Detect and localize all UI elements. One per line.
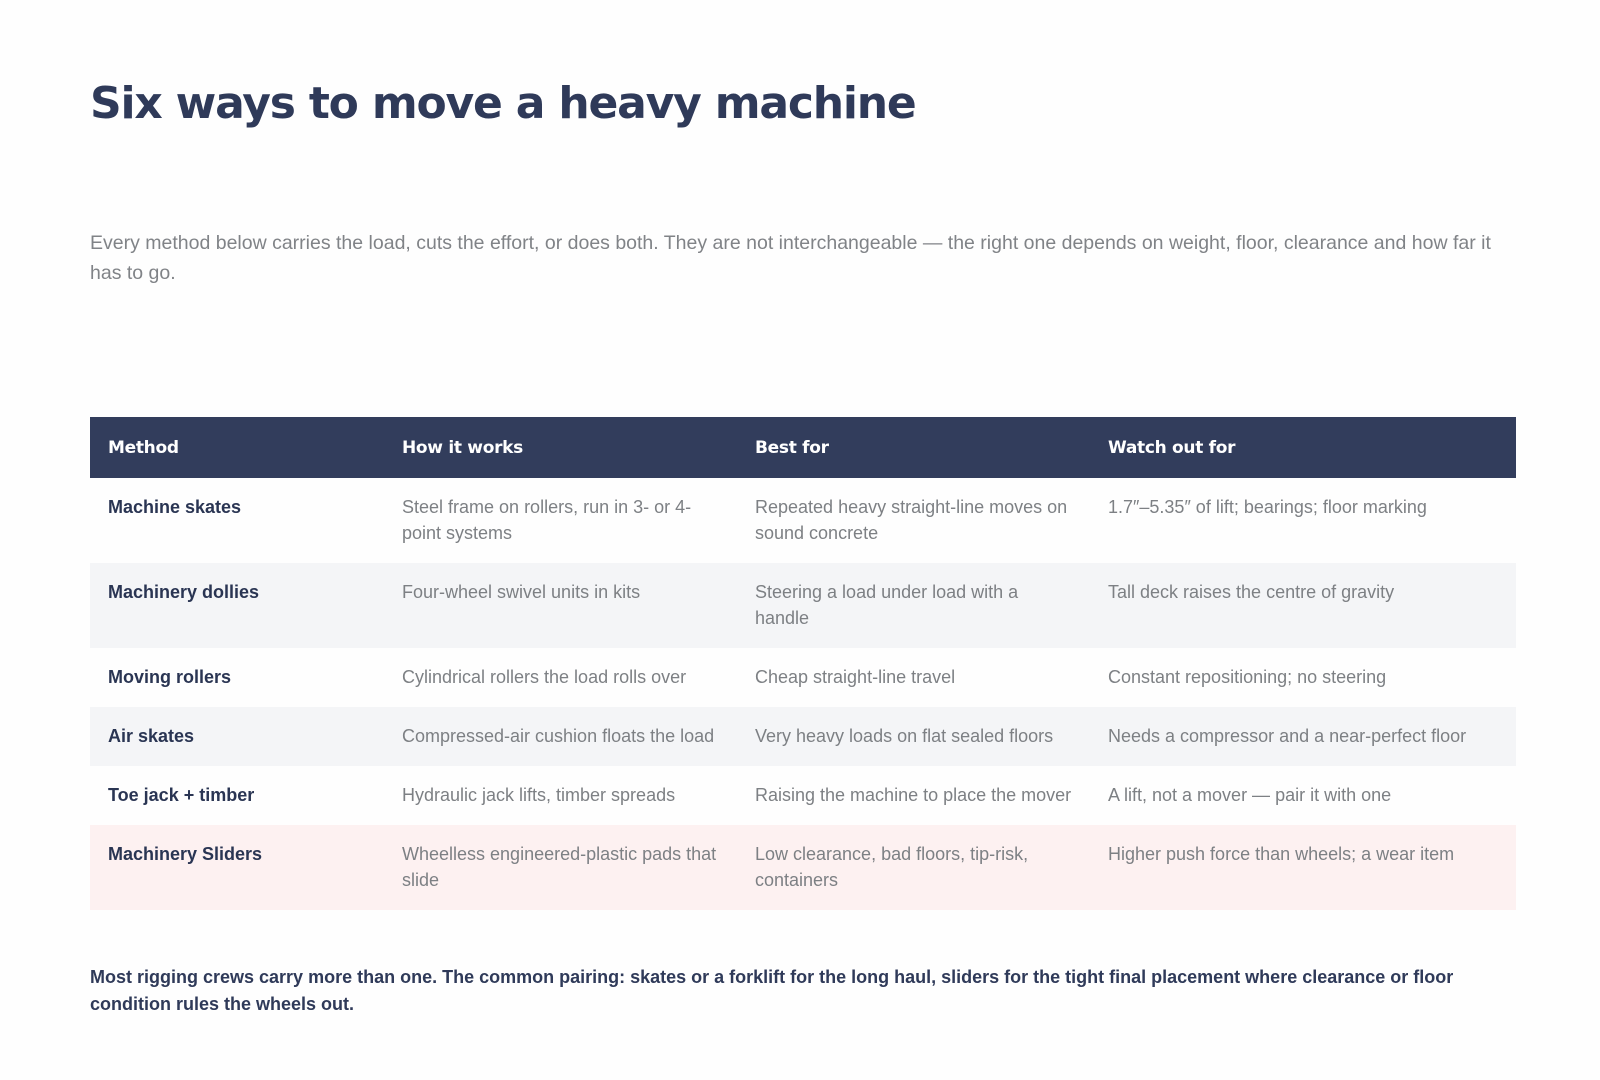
methods-table <box>90 417 1516 910</box>
method-cell: Toe jack + timber <box>108 785 255 805</box>
best-cell: Repeated heavy straight-line moves on sound concrete <box>755 497 1068 543</box>
table-row <box>90 648 1516 707</box>
table-row <box>90 478 1516 563</box>
column-header-watch: Watch out for <box>1108 437 1236 458</box>
intro-paragraph: Every method below carries the load, cuts the effort, or does both. They are not interchangeable — the right one depends on weight, floor, clearance and how far it has to go. <box>90 232 1491 284</box>
table-header-row <box>90 417 1516 478</box>
method-cell: Machinery dollies <box>108 582 260 602</box>
table-body <box>90 478 1516 910</box>
best-cell: Raising the machine to place the mover <box>755 785 1072 805</box>
best-cell: Cheap straight-line travel <box>755 667 956 687</box>
watch-cell: A lift, not a mover — pair it with one <box>1108 785 1392 805</box>
how-cell: Cylindrical rollers the load rolls over <box>402 667 687 687</box>
watch-cell: Tall deck raises the centre of gravity <box>1108 582 1395 602</box>
method-cell: Machinery Sliders <box>108 844 263 864</box>
column-header-method: Method <box>108 437 179 458</box>
watch-cell: 1.7″–5.35″ of lift; bearings; floor marking <box>1108 497 1427 517</box>
page-title: Six ways to move a heavy machine <box>90 78 916 129</box>
how-cell: Four-wheel swivel units in kits <box>402 582 641 602</box>
method-cell: Air skates <box>108 726 195 746</box>
how-cell: Hydraulic jack lifts, timber spreads <box>402 785 676 805</box>
best-cell: Steering a load under load with a handle <box>755 582 1019 628</box>
footer-note: Most rigging crews carry more than one. The common pairing: skates or a forklift for the long haul, sliders for the tight final placement where clearance or floor condition rules the wheels out. <box>90 967 1454 1014</box>
table-row <box>90 563 1516 648</box>
best-cell: Low clearance, bad floors, tip-risk, containers <box>755 844 1029 890</box>
table-row <box>90 707 1516 766</box>
column-header-how: How it works <box>402 437 523 458</box>
watch-cell: Constant repositioning; no steering <box>1108 667 1387 687</box>
best-cell: Very heavy loads on flat sealed floors <box>755 726 1054 746</box>
column-header-best: Best for <box>755 437 829 458</box>
watch-cell: Higher push force than wheels; a wear item <box>1108 844 1455 864</box>
table-row-highlighted <box>90 825 1516 910</box>
method-cell: Machine skates <box>108 497 242 517</box>
how-cell: Wheelless engineered-plastic pads that slide <box>402 844 717 890</box>
table-row <box>90 766 1516 825</box>
method-cell: Moving rollers <box>108 667 232 687</box>
how-cell: Steel frame on rollers, run in 3- or 4-point systems <box>402 497 692 543</box>
how-cell: Compressed-air cushion floats the load <box>402 726 715 746</box>
table-header <box>90 417 1516 478</box>
watch-cell: Needs a compressor and a near-perfect floor <box>1108 726 1467 746</box>
